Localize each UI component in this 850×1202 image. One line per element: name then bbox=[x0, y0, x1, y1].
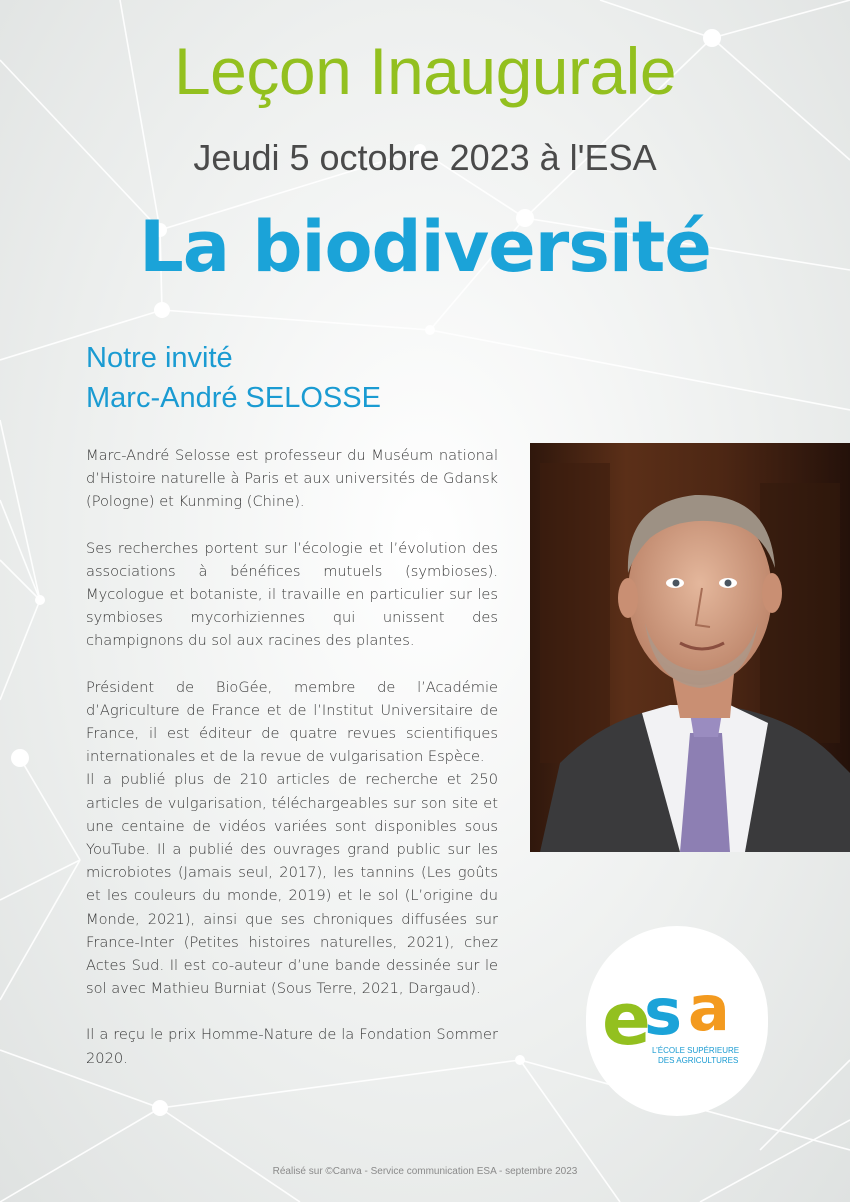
footer-credit: Réalisé sur ©Canva - Service communication ESA - septembre 2023 bbox=[272, 1166, 578, 1177]
bio-paragraph-5: Il a reçu le prix Homme-Nature de la Fondation Sommer 2020. bbox=[86, 1026, 498, 1067]
page-title: Leçon Inaugurale bbox=[173, 34, 677, 108]
event-date: Jeudi 5 octobre 2023 à l'ESA bbox=[193, 137, 657, 178]
bio-paragraph-2: Ses recherches portent sur l’écologie et l’évolution des associations à bénéfices mutuels (symbioses). Mycologue et botaniste, il travaille en particulier sur les symbioses mycorhiziennes qui unissent des champignons du sol aux racines des plantes. bbox=[86, 539, 498, 650]
portrait-illustration bbox=[530, 443, 850, 852]
logo-letter-e: e bbox=[602, 977, 651, 1061]
logo-letter-s: s bbox=[644, 976, 683, 1050]
guest-portrait-photo bbox=[530, 443, 850, 852]
logo-tagline-2: DES AGRICULTURES bbox=[658, 1056, 739, 1065]
guest-biography bbox=[86, 444, 498, 1070]
bio-paragraph-3: Président de BioGée, membre de l’Académie d’Agriculture de France et de l’Institut Universitaire de France, il est éditeur de quatre revues scientifiques internationales et de la revue de vulgarisation Espèce. bbox=[86, 678, 498, 766]
bio-paragraph-1: Marc-André Selosse est professeur du Muséum national d’Histoire naturelle à Paris et aux universités de Gdansk (Pologne) et Kunming (Chine). bbox=[86, 447, 498, 511]
logo-letter-a: a bbox=[688, 972, 730, 1045]
bio-paragraph-4: Il a publié plus de 210 articles de recherche et 250 articles de vulgarisation, téléchargeables sur son site et une centaine de vidéos variées sont disponibles sous YouTube. Il a publié des ouvrages grand public sur les microbiotes (Jamais seul, 2017), les tannins (Les goûts et les couleurs du monde, 2019) et le sol (L’origine du Monde, 2021), ainsi que ses chroniques diffusées sur France-Inter (Petites histoires naturelles, 2021), chez Actes Sud. Il est co-auteur d’une bande dessinée sur le sol avec Mathieu Burniat (Sous Terre, 2021, Dargaud). bbox=[86, 771, 498, 998]
logo-tagline-1: L’ÉCOLE SUPÉRIEURE bbox=[652, 1046, 740, 1055]
guest-heading bbox=[86, 338, 381, 418]
lecture-topic: La biodiversité bbox=[139, 206, 711, 288]
guest-label: Notre invité bbox=[86, 342, 233, 374]
esa-logo bbox=[586, 926, 768, 1116]
esa-logo-mark bbox=[586, 926, 768, 1116]
guest-name: Marc-André SELOSSE bbox=[86, 382, 381, 414]
